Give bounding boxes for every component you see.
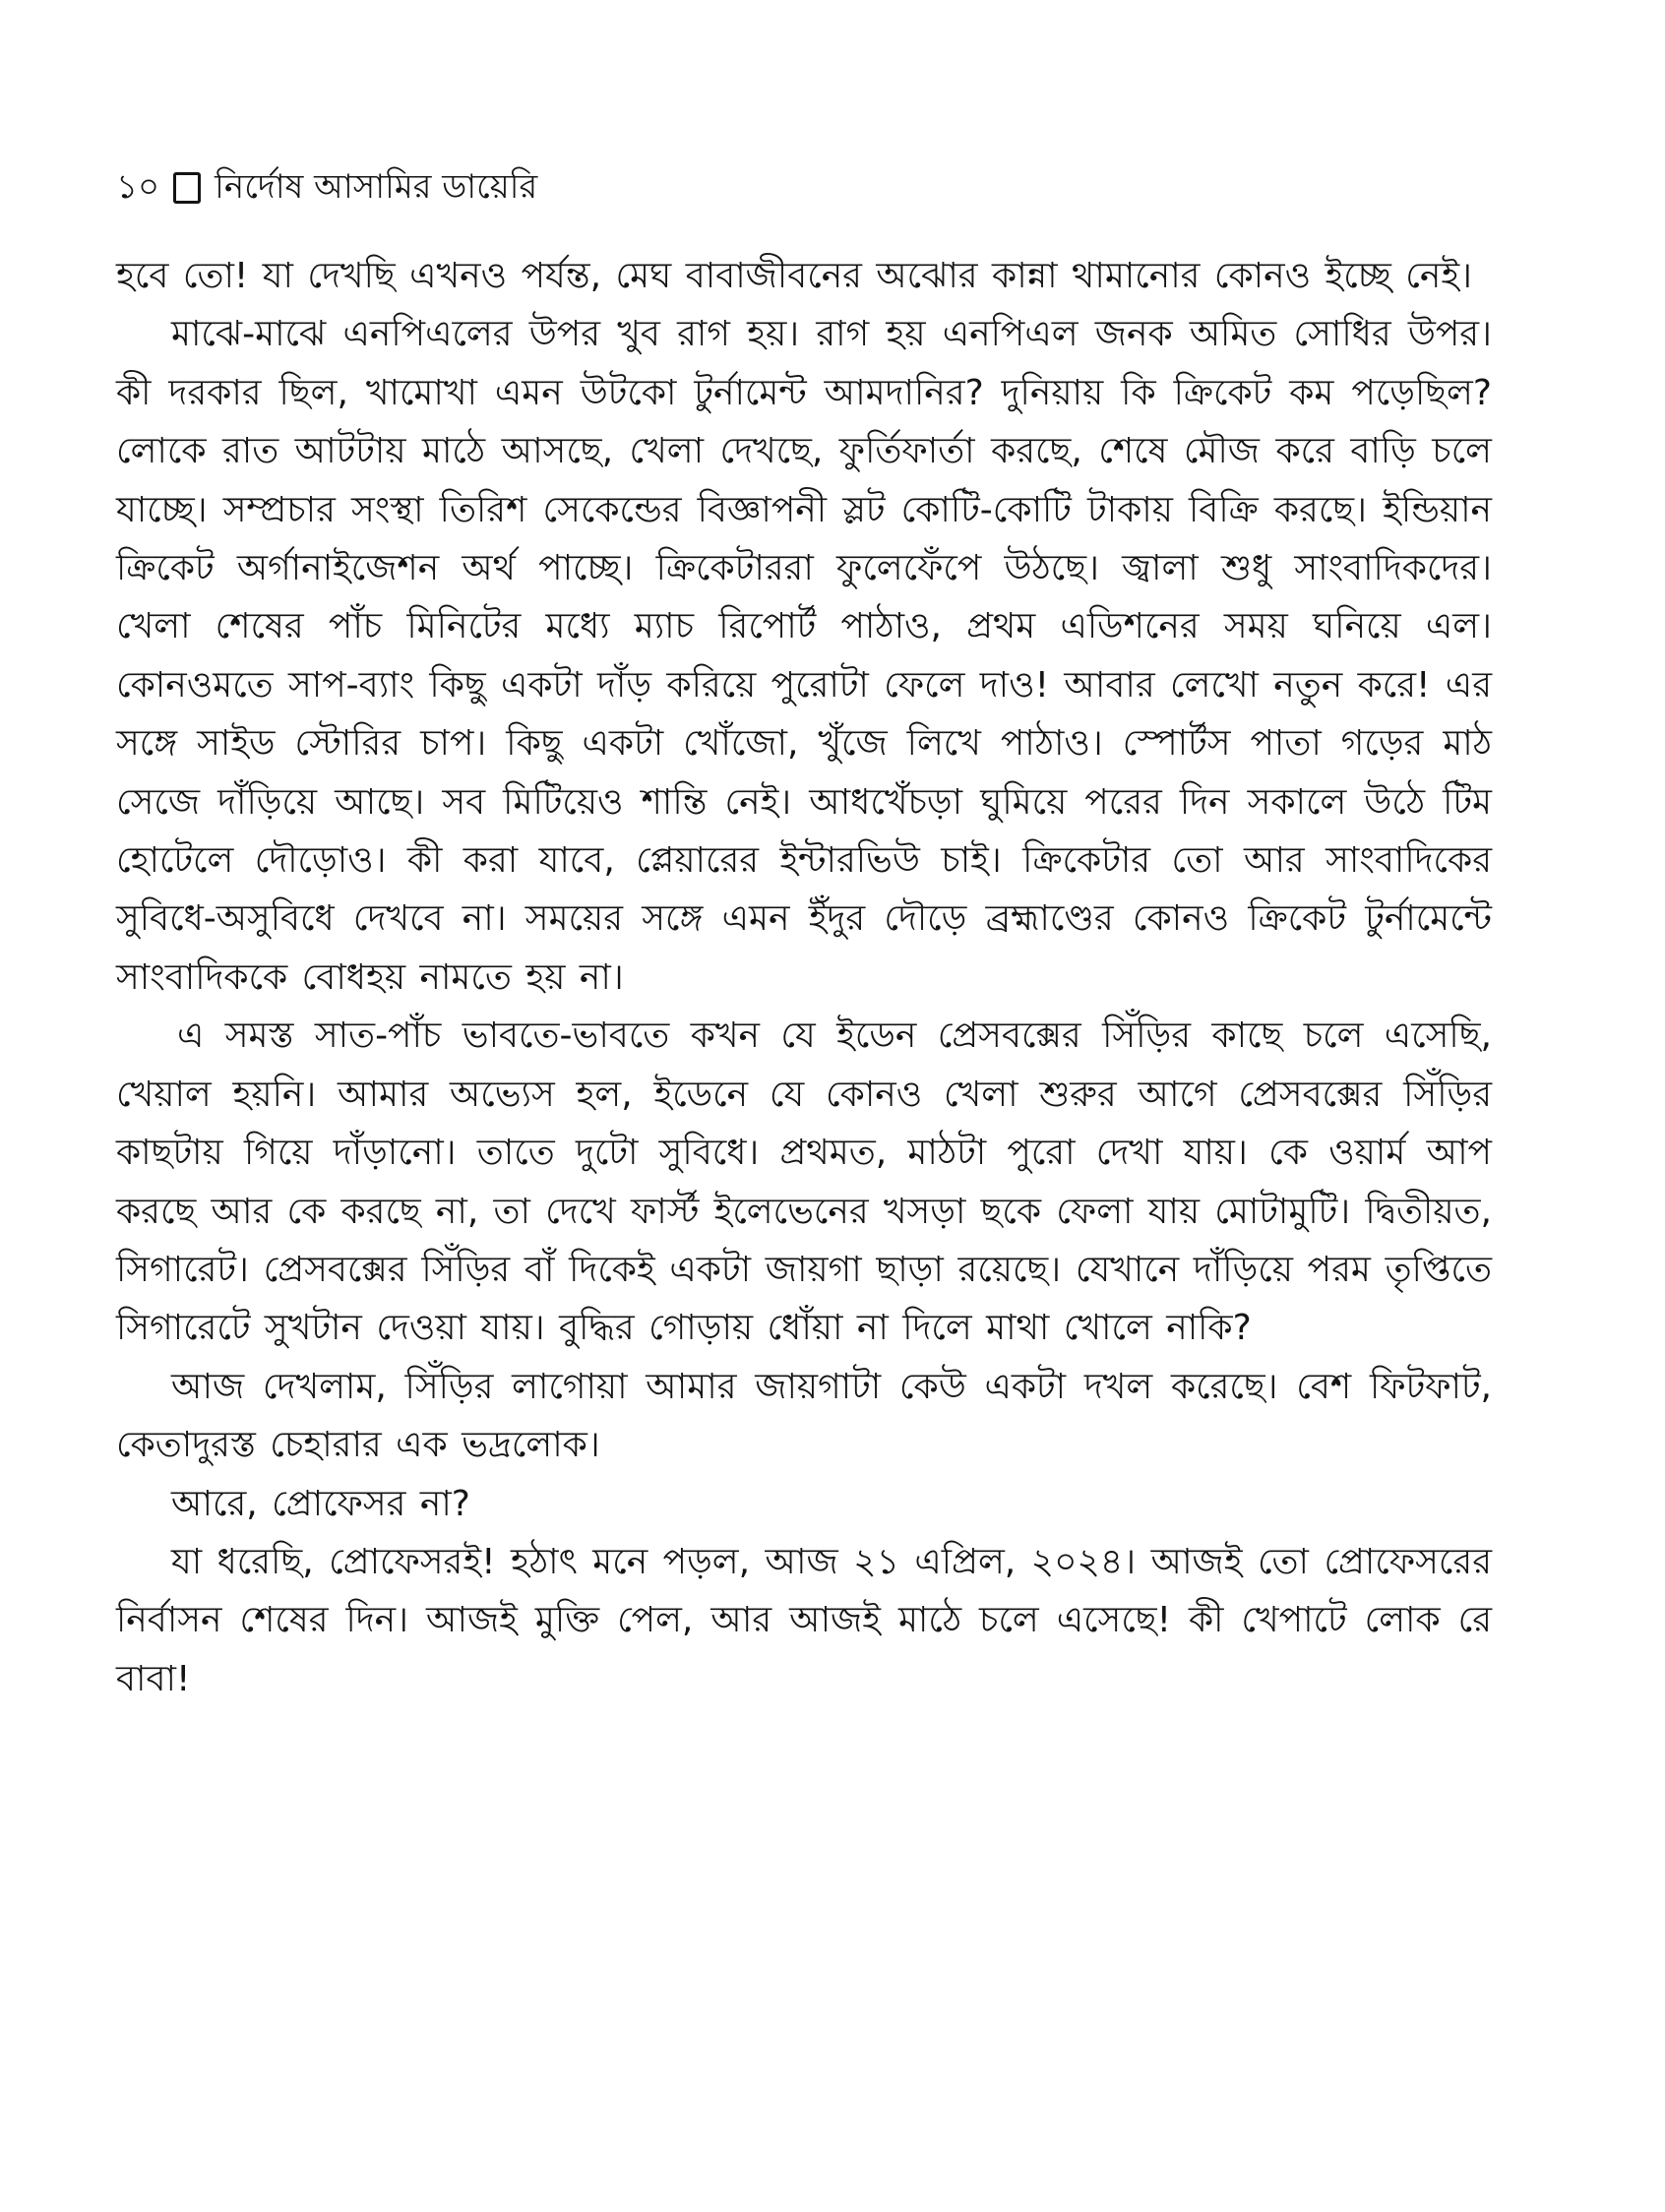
paragraph-6: যা ধরেছি, প্রোফেসরই! হঠাৎ মনে পড়ল, আজ ২১ এপ্রিল, ২০২৪। আজই তো প্রোফেসরের নির্বাসন শেষের দিন। আজই মুক্তি পেল, আর আজই মাঠে চলে এসেছে! কী খেপাটে লোক রে বাবা! [116,1541,1492,1699]
paragraph-1: হবে তো! যা দেখছি এখনও পর্যন্ত, মেঘ বাবাজীবনের অঝোর কান্না থামানোর কোনও ইচ্ছে নেই। [116,256,1472,296]
running-header [116,165,537,209]
paragraph-3: এ সমস্ত সাত-পাঁচ ভাবতে-ভাবতে কখন যে ইডেন প্রেসবক্সের সিঁড়ির কাছে চলে এসেছি, খেয়াল হয়নি। আমার অভ্যেস হল, ইডেনে যে কোনও খেলা শুরুর আগে প্রেসবক্সের সিঁড়ির কাছটায় গিয়ে দাঁড়ানো। তাতে দুটো সুবিধে। প্রথমত, মাঠটা পুরো দেখা যায়। কে ওয়ার্ম আপ করছে আর কে করছে না, তা দেখে ফার্স্ট ইলেভেনের খসড়া ছকে ফেলা যায় মোটামুটি। দ্বিতীয়ত, সিগারেট। প্রেসবক্সের সিঁড়ির বাঁ দিকেই একটা জায়গা ছাড়া রয়েছে। যেখানে দাঁড়িয়ে পরম তৃপ্তিতে সিগারেটে সুখটান দেওয়া যায়। বুদ্ধির গোড়ায় ধোঁয়া না দিলে মাথা খোলে নাকি? [116,1015,1492,1349]
page-number: ১০ [116,167,160,207]
book-title: নির্দোষ আসামির ডায়েরি [215,167,538,207]
paragraph-5: আরে, প্রোফেসর না? [171,1483,470,1524]
body-text [116,247,1492,1708]
paragraph-2: মাঝে-মাঝে এনপিএলের উপর খুব রাগ হয়। রাগ হয় এনপিএল জনক অমিত সোধির উপর। কী দরকার ছিল, খামোখা এমন উটকো টুর্নামেন্ট আমদানির? দুনিয়ায় কি ক্রিকেট কম পড়েছিল? লোকে রাত আটটায় মাঠে আসছে, খেলা দেখছে, ফুর্তিফার্তা করছে, শেষে মৌজ করে বাড়ি চলে যাচ্ছে। সম্প্রচার সংস্থা তিরিশ সেকেন্ডের বিজ্ঞাপনী স্লট কোটি-কোটি টাকায় বিক্রি করছে। ইন্ডিয়ান ক্রিকেট অর্গানাইজেশন অর্থ পাচ্ছে। ক্রিকেটাররা ফুলেফেঁপে উঠছে। জ্বালা শুধু সাংবাদিকদের। খেলা শেষের পাঁচ মিনিটের মধ্যে ম্যাচ রিপোর্ট পাঠাও, প্রথম এডিশনের সময় ঘনিয়ে এল। কোনওমতে সাপ-ব্যাং কিছু একটা দাঁড় করিয়ে পুরোটা ফেলে দাও! আবার লেখো নতুন করে! এর সঙ্গে সাইড স্টোরির চাপ। কিছু একটা খোঁজো, খুঁজে লিখে পাঠাও। স্পোর্টস পাতা গড়ের মাঠ সেজে দাঁড়িয়ে আছে। সব মিটিয়েও শান্তি নেই। আধখেঁচড়া ঘুমিয়ে পরের দিন সকালে উঠে টিম হোটেলে দৌড়োও। কী করা যাবে, প্লেয়ারের ইন্টারভিউ চাই। ক্রিকেটার তো আর সাংবাদিকের সুবিধে-অসুবিধে দেখবে না। সময়ের সঙ্গে এমন ইঁদুর দৌড়ে ব্রহ্মাণ্ডের কোনও ক্রিকেট টুর্নামেন্টে সাংবাদিককে বোধহয় নামতে হয় না। [116,314,1492,998]
square-bullet-icon [173,172,201,204]
paragraph-4: আজ দেখলাম, সিঁড়ির লাগোয়া আমার জায়গাটা কেউ একটা দখল করেছে। বেশ ফিটফাট, কেতাদুরস্ত চেহারার এক ভদ্রলোক। [116,1366,1492,1466]
